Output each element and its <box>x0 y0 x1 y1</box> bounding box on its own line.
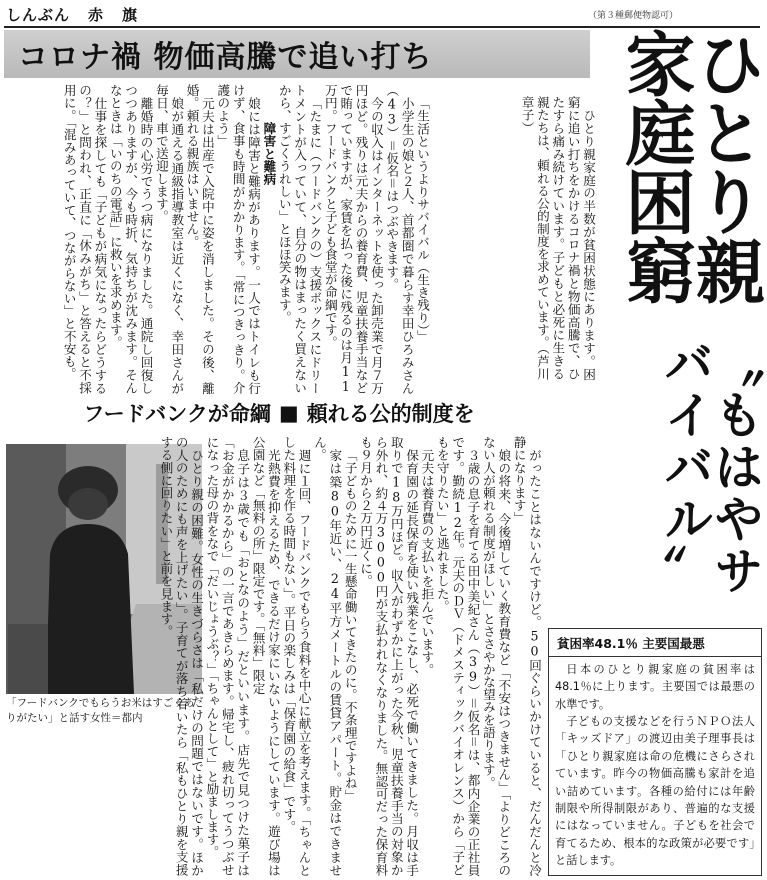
article-mid-p11: ひとり親の困難。女性の生きづらさは「私だけの問題ではないです。ほかの人のためにも声を上げたい」。子育てが落ち着いたら「私もひとり親を支援する側に回りたい」と前を見ます。 <box>158 436 205 876</box>
lead-paragraph <box>436 96 596 380</box>
article-top-p6: 元夫は出産で入院中に姿を消しました。その後、離婚。頼れる親族はいません。 <box>184 84 215 394</box>
article-top-p7: 娘が通える通級指導教室は近くになく、幸田さんが毎日、車で送迎します。 <box>153 84 185 394</box>
sub-banner <box>18 398 540 428</box>
article-top-p1: 「生活というよりサバイバル（生き残り）」 <box>415 96 430 343</box>
poverty-rate-box <box>548 628 762 876</box>
article-top-p9: 仕事を探しても「子どもが病気になったらどうするの？」と問われ、正直に「休みがち」と答えると不採用に。「混みあっていて、つながらない」と不安も。 <box>61 84 108 394</box>
article-mid-p2: 娘の将来、今後増していく教育費など「不安はつきません」「よりどころのない人が頼れる制度がほしい」とささやかな望みを語ります。 <box>480 436 512 876</box>
postal-certification: （第３種郵便物認可） <box>587 11 678 21</box>
article-mid-p5: 保育園の延長保育を使い残業をこなし、必死で働いてきました。月収は手取りで18万円ほど。収入がわずかに上がった今秋、児童扶養手当の対象から外れ、約４万3000円が支払われなくなりました。無認可だった保育料も９月から２万円近くに。 <box>358 436 420 876</box>
headline-main: ひとり親家庭困窮 <box>614 28 767 304</box>
article-top-p8: 離婚時の心労でうつ病になりました。通院し回復しつつありますが、今も時折、気持ちが沈みます。そんなときは「いのちの電話」に救いを求めます。 <box>107 84 154 394</box>
article-mid-p6: 「子どものために一生懸命働いてきたのに。不条理ですよね」 <box>342 448 358 802</box>
article-mid-p9: 光熱費を抑えるため、できるだけ家にいないようにしています。遊び場は公園など「無料の所」限定です。「無料」限定 <box>250 436 281 876</box>
article-mid-p3: ３歳の息子を育てる田中美紀さん（39）＝仮名＝は、都内企業の正社員です。勤続12年。元夫のＤＶ（ドメスティックバイオレンス）から「子どもを守りたい」と逃れました。 <box>434 436 481 876</box>
headline-close-quote: 〟 <box>656 544 715 597</box>
sub-banner-right: 頼れる公的制度を <box>306 402 475 426</box>
headline-survival: もはやサバイバル <box>656 336 765 597</box>
article-mid-p10: 息子は３歳でも「おとなのよう」だといいます。店先で見つけた菓子は「お金がかかるから」の一言であきらめます。帰宅し、疲れ切ってうつぶせになった母の背をなで「だいじょうぶ？」「ちゃんとして」と励まします。 <box>204 436 251 876</box>
masthead <box>6 4 138 25</box>
article-mid-p1: がったことはないんですけど。50回ぐらいかけていると、だんだんと冷静になります」 <box>511 436 542 876</box>
masthead-hata: 旗 <box>122 6 139 24</box>
poverty-box-p1: 日本のひとり親家庭の貧困率は48.1％に上ります。主要国では最悪の水準です。 <box>555 663 755 711</box>
poverty-box-title: 貧困率48.1％ 主要国最悪 <box>549 629 761 657</box>
photo-caption: 「フードバンクでもらうお米はすごくありがたい」と話す女性＝都内 <box>6 697 195 725</box>
article-mid-p4: 元夫は養育費の支払いを拒んでいます。 <box>419 448 435 676</box>
article-top-p5: 娘には障害と難病があります。一人ではトイレも行けず、食事も時間がかかります。「常につきっきり。介護のよう」 <box>215 84 262 394</box>
masthead-aka: 赤 <box>88 6 105 24</box>
headline-open-quote: 〝 <box>706 336 765 389</box>
article-mid-p8: 週に１回、フードバンクでもらう食料を中心に献立を考えます。「ちゃんとした料理を作る時間もない」。平日の楽しみは「保育園の給食」です。 <box>281 436 312 876</box>
main-headline <box>612 28 767 628</box>
poverty-box-p2: 子どもの支援などを行うＮＰＯ法人「キッズドア」の渡辺由美子理事長は「ひとり親家庭は命の危機にさらされています。昨今の物価高騰も家計を追い詰めています。各種の給付には年齢制限や所得制限があり、普遍的な支援にはなっていません。子どもを社会で育てるため、根本的な政策が必要です」と話します。 <box>555 715 755 867</box>
article-top-p2: 小学生の娘と２人、首都圏で暮らす幸田ひろみさん（43）＝仮名＝はつぶやきます。 <box>384 84 415 394</box>
article-mid-p7: 家は築80年近い、24平方メートルの賃貸アパート。貯金はできません。 <box>311 436 343 876</box>
lead-text: ひとり親家庭の半数が貧困状態にあります。困窮に追い打ちをかけるコロナ禍と物価高騰で、ひたすら痛み続けています。子どもと必死に生きる親たちは、頼れる公的制度を求めています。（芦川章子） <box>519 96 596 380</box>
article-top-heading: 障害と難病 <box>261 121 277 185</box>
sub-banner-separator: ■ <box>278 401 299 425</box>
poverty-box-body <box>549 657 761 869</box>
article-top <box>6 84 430 394</box>
masthead-shimbun: しんぶん <box>6 6 71 24</box>
top-banner-title: コロナ禍 物価高騰で追い打ち <box>4 30 590 78</box>
sub-banner-left: フードバンクが命綱 <box>83 402 271 426</box>
article-top-p4: 「たまに（フードバンクの）支援ボックスにドリートメントが入っていて、自分の物はまったく買えないから、すごくうれしい」とほほ笑みます。 <box>276 84 323 394</box>
article-top-p3: 今の収入はインターネットを使った卸売業で月７万円ほど。残りは元夫からの養育費、児童扶養手当などで賄っていますが、家賃を払った後に残るのは月11万円。フードバンクと子ども食堂が命綱です。 <box>322 84 384 394</box>
headline-quote-block <box>656 336 765 628</box>
article-mid <box>158 436 542 876</box>
